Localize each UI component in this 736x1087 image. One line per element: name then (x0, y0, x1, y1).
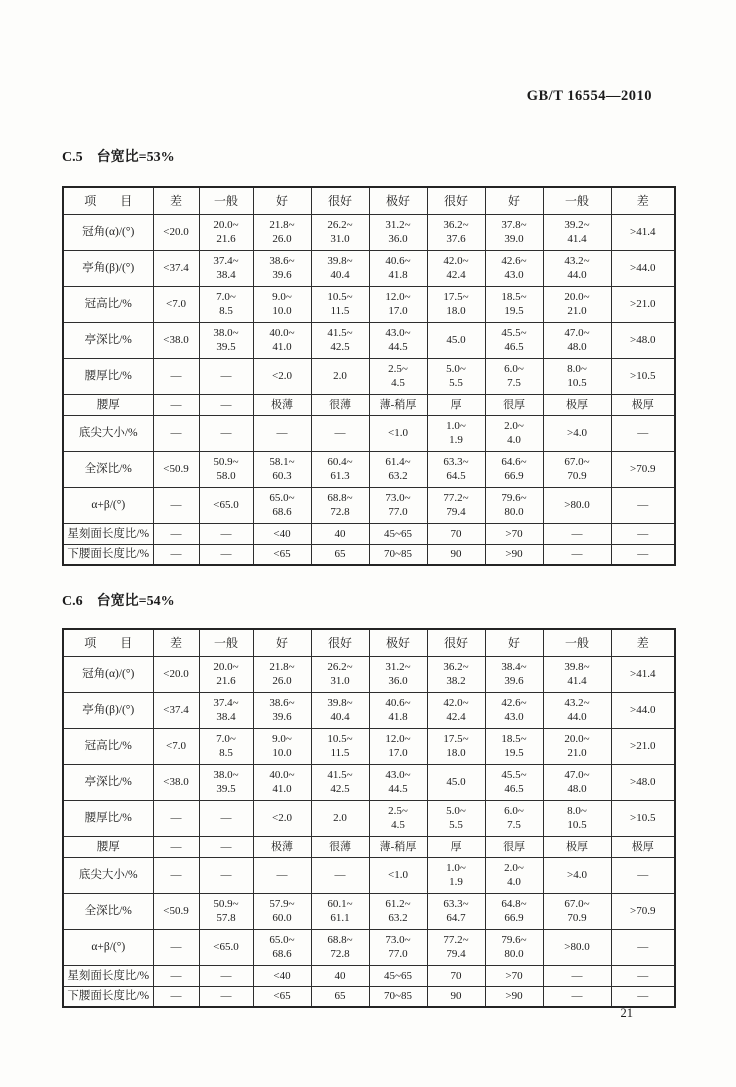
table-row (63, 523, 675, 544)
table-cell: <1.0 (369, 415, 427, 451)
table-cell: 6.0~ 7.5 (485, 358, 543, 394)
table-cell: <7.0 (153, 728, 199, 764)
table-cell: 73.0~ 77.0 (369, 487, 427, 523)
table-cell: >4.0 (543, 857, 611, 893)
table-cell: >48.0 (611, 764, 675, 800)
table-row (63, 893, 675, 929)
table-cell: 61.2~ 63.2 (369, 893, 427, 929)
row-label: 亭深比/% (63, 764, 153, 800)
table-cell: 67.0~ 70.9 (543, 893, 611, 929)
table-row (63, 322, 675, 358)
table-cell: <65 (253, 986, 311, 1007)
table-cell: 70~85 (369, 986, 427, 1007)
table-cell: 很薄 (311, 836, 369, 857)
table-cell: >90 (485, 986, 543, 1007)
table-row (63, 358, 675, 394)
table-cell: — (543, 523, 611, 544)
table-cell: <65.0 (199, 929, 253, 965)
table-cell: — (153, 523, 199, 544)
table-cell: — (199, 544, 253, 565)
table-cell: 2.0~ 4.0 (485, 415, 543, 451)
table-cell: — (543, 544, 611, 565)
table-cell: — (543, 965, 611, 986)
table-row (63, 394, 675, 415)
table-cell: 很薄 (311, 394, 369, 415)
table-cell: 5.0~ 5.5 (427, 800, 485, 836)
table-cell: 36.2~ 38.2 (427, 656, 485, 692)
column-header: 一般 (543, 629, 611, 656)
table-cell: 39.2~ 41.4 (543, 214, 611, 250)
table-cell: 40.6~ 41.8 (369, 250, 427, 286)
table-cell: 41.5~ 42.5 (311, 764, 369, 800)
table-row (63, 250, 675, 286)
table-cell: >70 (485, 523, 543, 544)
table-cell: 40.6~ 41.8 (369, 692, 427, 728)
table-cell: — (611, 523, 675, 544)
table-cell: >80.0 (543, 929, 611, 965)
table-cell: 1.0~ 1.9 (427, 415, 485, 451)
table-cell: 极厚 (611, 394, 675, 415)
table-cell: 45.5~ 46.5 (485, 764, 543, 800)
table-cell: 2.0 (311, 800, 369, 836)
table-cell: 厚 (427, 394, 485, 415)
table-cell: 9.0~ 10.0 (253, 286, 311, 322)
column-header: 极好 (369, 629, 427, 656)
table-cell: 1.0~ 1.9 (427, 857, 485, 893)
table-row (63, 986, 675, 1007)
table-cell: 43.0~ 44.5 (369, 764, 427, 800)
column-header: 很好 (311, 629, 369, 656)
table-cell: 64.8~ 66.9 (485, 893, 543, 929)
table-cell: — (153, 394, 199, 415)
table-cell: 60.4~ 61.3 (311, 451, 369, 487)
table-cell: 90 (427, 544, 485, 565)
table-cell: 26.2~ 31.0 (311, 214, 369, 250)
table-cell: 38.0~ 39.5 (199, 322, 253, 358)
table-row (63, 656, 675, 692)
row-label: 星刻面长度比/% (63, 523, 153, 544)
table-cell: 45.0 (427, 764, 485, 800)
table-cell: — (611, 929, 675, 965)
table-cell: 40 (311, 523, 369, 544)
table-cell: 39.8~ 41.4 (543, 656, 611, 692)
table-cell: >21.0 (611, 728, 675, 764)
table-cell: — (153, 415, 199, 451)
section-heading-c6: C.6 台宽比=54% (62, 594, 175, 609)
grade-table-c5 (62, 186, 676, 566)
row-label: 底尖大小/% (63, 857, 153, 893)
table-cell: >70 (485, 965, 543, 986)
table-cell: >44.0 (611, 250, 675, 286)
table-cell: 39.8~ 40.4 (311, 692, 369, 728)
table-row (63, 764, 675, 800)
table-cell: 12.0~ 17.0 (369, 728, 427, 764)
table-cell: 26.2~ 31.0 (311, 656, 369, 692)
table-row (63, 857, 675, 893)
table-cell: 38.6~ 39.6 (253, 692, 311, 728)
table-cell: 57.9~ 60.0 (253, 893, 311, 929)
row-label: 全深比/% (63, 451, 153, 487)
table-cell: 薄-稍厚 (369, 836, 427, 857)
column-header: 差 (611, 187, 675, 214)
table-cell: 39.8~ 40.4 (311, 250, 369, 286)
table-row (63, 965, 675, 986)
table-cell: 45~65 (369, 965, 427, 986)
table-cell: 17.5~ 18.0 (427, 728, 485, 764)
table-cell: 37.4~ 38.4 (199, 692, 253, 728)
table-row (63, 692, 675, 728)
column-header: 好 (485, 187, 543, 214)
table-cell: 40.0~ 41.0 (253, 764, 311, 800)
row-label: α+β/(°) (63, 487, 153, 523)
table-cell: 20.0~ 21.0 (543, 728, 611, 764)
page-number: 21 (620, 1006, 633, 1020)
table-cell: 40.0~ 41.0 (253, 322, 311, 358)
row-label: 腰厚 (63, 836, 153, 857)
row-label: 下腰面长度比/% (63, 986, 153, 1007)
table-cell: — (253, 857, 311, 893)
table-cell: 47.0~ 48.0 (543, 322, 611, 358)
table-cell: 20.0~ 21.0 (543, 286, 611, 322)
table-cell: 67.0~ 70.9 (543, 451, 611, 487)
table-cell: — (199, 523, 253, 544)
table-cell: 38.4~ 39.6 (485, 656, 543, 692)
table-cell: 38.6~ 39.6 (253, 250, 311, 286)
table-cell: 极薄 (253, 394, 311, 415)
table-cell: 18.5~ 19.5 (485, 286, 543, 322)
row-label: 亭角(β)/(°) (63, 692, 153, 728)
table-cell: 极薄 (253, 836, 311, 857)
table-cell: 极厚 (543, 394, 611, 415)
table-cell: 7.0~ 8.5 (199, 286, 253, 322)
table-cell: 2.0~ 4.0 (485, 857, 543, 893)
table-cell: 37.4~ 38.4 (199, 250, 253, 286)
row-label: 冠高比/% (63, 728, 153, 764)
table-cell: 31.2~ 36.0 (369, 656, 427, 692)
table-cell: 9.0~ 10.0 (253, 728, 311, 764)
table-cell: >80.0 (543, 487, 611, 523)
row-label: 亭角(β)/(°) (63, 250, 153, 286)
table-cell: 31.2~ 36.0 (369, 214, 427, 250)
table-cell: >41.4 (611, 656, 675, 692)
table-cell: — (611, 415, 675, 451)
table-cell: — (153, 544, 199, 565)
table-cell: 极厚 (543, 836, 611, 857)
table-cell: 2.5~ 4.5 (369, 800, 427, 836)
row-label: 腰厚比/% (63, 800, 153, 836)
table-cell: 20.0~ 21.6 (199, 214, 253, 250)
table-cell: — (199, 836, 253, 857)
table-cell: — (153, 836, 199, 857)
table-cell: 薄-稍厚 (369, 394, 427, 415)
row-label: 腰厚 (63, 394, 153, 415)
column-header: 差 (611, 629, 675, 656)
table-cell: — (311, 857, 369, 893)
table-cell: 90 (427, 986, 485, 1007)
table-cell: >41.4 (611, 214, 675, 250)
row-label: 腰厚比/% (63, 358, 153, 394)
table-cell: — (199, 415, 253, 451)
table-cell: 8.0~ 10.5 (543, 358, 611, 394)
table-cell: — (199, 800, 253, 836)
table-cell: 8.0~ 10.5 (543, 800, 611, 836)
row-label: α+β/(°) (63, 929, 153, 965)
table-cell: <40 (253, 523, 311, 544)
table-row (63, 415, 675, 451)
table-cell: 60.1~ 61.1 (311, 893, 369, 929)
table-cell: 17.5~ 18.0 (427, 286, 485, 322)
table-cell: 68.8~ 72.8 (311, 487, 369, 523)
table-cell: — (611, 857, 675, 893)
column-header: 好 (253, 187, 311, 214)
column-header: 好 (253, 629, 311, 656)
table-cell: >70.9 (611, 893, 675, 929)
table-cell: — (611, 487, 675, 523)
table-cell: 70 (427, 965, 485, 986)
table-cell: >10.5 (611, 800, 675, 836)
table-row (63, 487, 675, 523)
table-cell: — (611, 986, 675, 1007)
table-cell: 6.0~ 7.5 (485, 800, 543, 836)
row-label: 全深比/% (63, 893, 153, 929)
row-label: 下腰面长度比/% (63, 544, 153, 565)
table-cell: 70 (427, 523, 485, 544)
table-cell: <37.4 (153, 250, 199, 286)
column-header: 项 目 (63, 187, 153, 214)
table-cell: 45.5~ 46.5 (485, 322, 543, 358)
table-cell: — (153, 800, 199, 836)
table-cell: <65.0 (199, 487, 253, 523)
section-heading-c5: C.5 台宽比=53% (62, 150, 175, 165)
table-cell: >48.0 (611, 322, 675, 358)
table-cell: 43.0~ 44.5 (369, 322, 427, 358)
table-cell: 42.6~ 43.0 (485, 250, 543, 286)
table-cell: 45~65 (369, 523, 427, 544)
table-cell: 43.2~ 44.0 (543, 692, 611, 728)
table-cell: >4.0 (543, 415, 611, 451)
row-label: 冠角(α)/(°) (63, 214, 153, 250)
table-cell: 79.6~ 80.0 (485, 487, 543, 523)
table-cell: 65.0~ 68.6 (253, 929, 311, 965)
table-cell: — (611, 544, 675, 565)
table-cell: 70~85 (369, 544, 427, 565)
table-row (63, 214, 675, 250)
table-row (63, 728, 675, 764)
table-row (63, 451, 675, 487)
table-cell: — (153, 986, 199, 1007)
table-row (63, 929, 675, 965)
table-cell: — (611, 965, 675, 986)
row-label: 冠高比/% (63, 286, 153, 322)
table-cell: — (153, 965, 199, 986)
table-cell: — (311, 415, 369, 451)
table-row (63, 544, 675, 565)
table-cell: >70.9 (611, 451, 675, 487)
table-cell: 40 (311, 965, 369, 986)
table-cell: 47.0~ 48.0 (543, 764, 611, 800)
table-cell: — (153, 358, 199, 394)
table-cell: >10.5 (611, 358, 675, 394)
table-cell: 63.3~ 64.5 (427, 451, 485, 487)
column-header: 很好 (427, 629, 485, 656)
table-cell: >90 (485, 544, 543, 565)
table-cell: — (253, 415, 311, 451)
table-cell: 50.9~ 58.0 (199, 451, 253, 487)
table-cell: 64.6~ 66.9 (485, 451, 543, 487)
column-header: 好 (485, 629, 543, 656)
table-cell: 65.0~ 68.6 (253, 487, 311, 523)
column-header: 一般 (543, 187, 611, 214)
table-row (63, 836, 675, 857)
table-cell: 68.8~ 72.8 (311, 929, 369, 965)
table-cell: 63.3~ 64.7 (427, 893, 485, 929)
table-cell: 2.0 (311, 358, 369, 394)
table-cell: 77.2~ 79.4 (427, 487, 485, 523)
row-label: 亭深比/% (63, 322, 153, 358)
table-cell: <50.9 (153, 893, 199, 929)
table-cell: — (199, 358, 253, 394)
table-cell: 61.4~ 63.2 (369, 451, 427, 487)
table-cell: 36.2~ 37.6 (427, 214, 485, 250)
table-cell: 21.8~ 26.0 (253, 656, 311, 692)
table-cell: — (153, 487, 199, 523)
table-cell: 79.6~ 80.0 (485, 929, 543, 965)
table-cell: — (199, 986, 253, 1007)
table-cell: <37.4 (153, 692, 199, 728)
table-cell: 18.5~ 19.5 (485, 728, 543, 764)
row-label: 底尖大小/% (63, 415, 153, 451)
table-cell: 38.0~ 39.5 (199, 764, 253, 800)
column-header: 很好 (427, 187, 485, 214)
table-cell: 50.9~ 57.8 (199, 893, 253, 929)
table-cell: 42.6~ 43.0 (485, 692, 543, 728)
table-cell: 42.0~ 42.4 (427, 250, 485, 286)
table-cell: 12.0~ 17.0 (369, 286, 427, 322)
grade-table-c6 (62, 628, 676, 1008)
table-cell: 43.2~ 44.0 (543, 250, 611, 286)
table-cell: 41.5~ 42.5 (311, 322, 369, 358)
standard-code: GB/T 16554—2010 (526, 88, 652, 104)
table-cell: 73.0~ 77.0 (369, 929, 427, 965)
column-header: 差 (153, 187, 199, 214)
table-cell: 10.5~ 11.5 (311, 728, 369, 764)
row-label: 星刻面长度比/% (63, 965, 153, 986)
table-cell: 20.0~ 21.6 (199, 656, 253, 692)
table-row (63, 800, 675, 836)
table-cell: <2.0 (253, 358, 311, 394)
table-cell: — (153, 929, 199, 965)
table-cell: <65 (253, 544, 311, 565)
table-cell: 极厚 (611, 836, 675, 857)
table-cell: >44.0 (611, 692, 675, 728)
column-header: 差 (153, 629, 199, 656)
table-header-row (63, 187, 675, 214)
table-cell: — (199, 965, 253, 986)
table-cell: <7.0 (153, 286, 199, 322)
table-cell: <50.9 (153, 451, 199, 487)
table-cell: — (543, 986, 611, 1007)
table-row (63, 286, 675, 322)
table-cell: 58.1~ 60.3 (253, 451, 311, 487)
column-header: 一般 (199, 629, 253, 656)
table-cell: <40 (253, 965, 311, 986)
table-cell: 2.5~ 4.5 (369, 358, 427, 394)
table-cell: <1.0 (369, 857, 427, 893)
column-header: 极好 (369, 187, 427, 214)
table-cell: — (199, 857, 253, 893)
table-header-row (63, 629, 675, 656)
table-cell: 65 (311, 544, 369, 565)
table-cell: 厚 (427, 836, 485, 857)
column-header: 很好 (311, 187, 369, 214)
table-cell: 10.5~ 11.5 (311, 286, 369, 322)
table-cell: >21.0 (611, 286, 675, 322)
table-cell: <38.0 (153, 322, 199, 358)
table-cell: <20.0 (153, 214, 199, 250)
table-cell: 65 (311, 986, 369, 1007)
table-cell: — (199, 394, 253, 415)
table-cell: — (153, 857, 199, 893)
table-cell: 很厚 (485, 394, 543, 415)
table-cell: 21.8~ 26.0 (253, 214, 311, 250)
table-cell: <20.0 (153, 656, 199, 692)
table-cell: <38.0 (153, 764, 199, 800)
table-cell: 45.0 (427, 322, 485, 358)
column-header: 项 目 (63, 629, 153, 656)
table-cell: 77.2~ 79.4 (427, 929, 485, 965)
table-cell: 42.0~ 42.4 (427, 692, 485, 728)
table-cell: 很厚 (485, 836, 543, 857)
row-label: 冠角(α)/(°) (63, 656, 153, 692)
column-header: 一般 (199, 187, 253, 214)
table-cell: 7.0~ 8.5 (199, 728, 253, 764)
table-cell: <2.0 (253, 800, 311, 836)
table-cell: 5.0~ 5.5 (427, 358, 485, 394)
table-cell: 37.8~ 39.0 (485, 214, 543, 250)
